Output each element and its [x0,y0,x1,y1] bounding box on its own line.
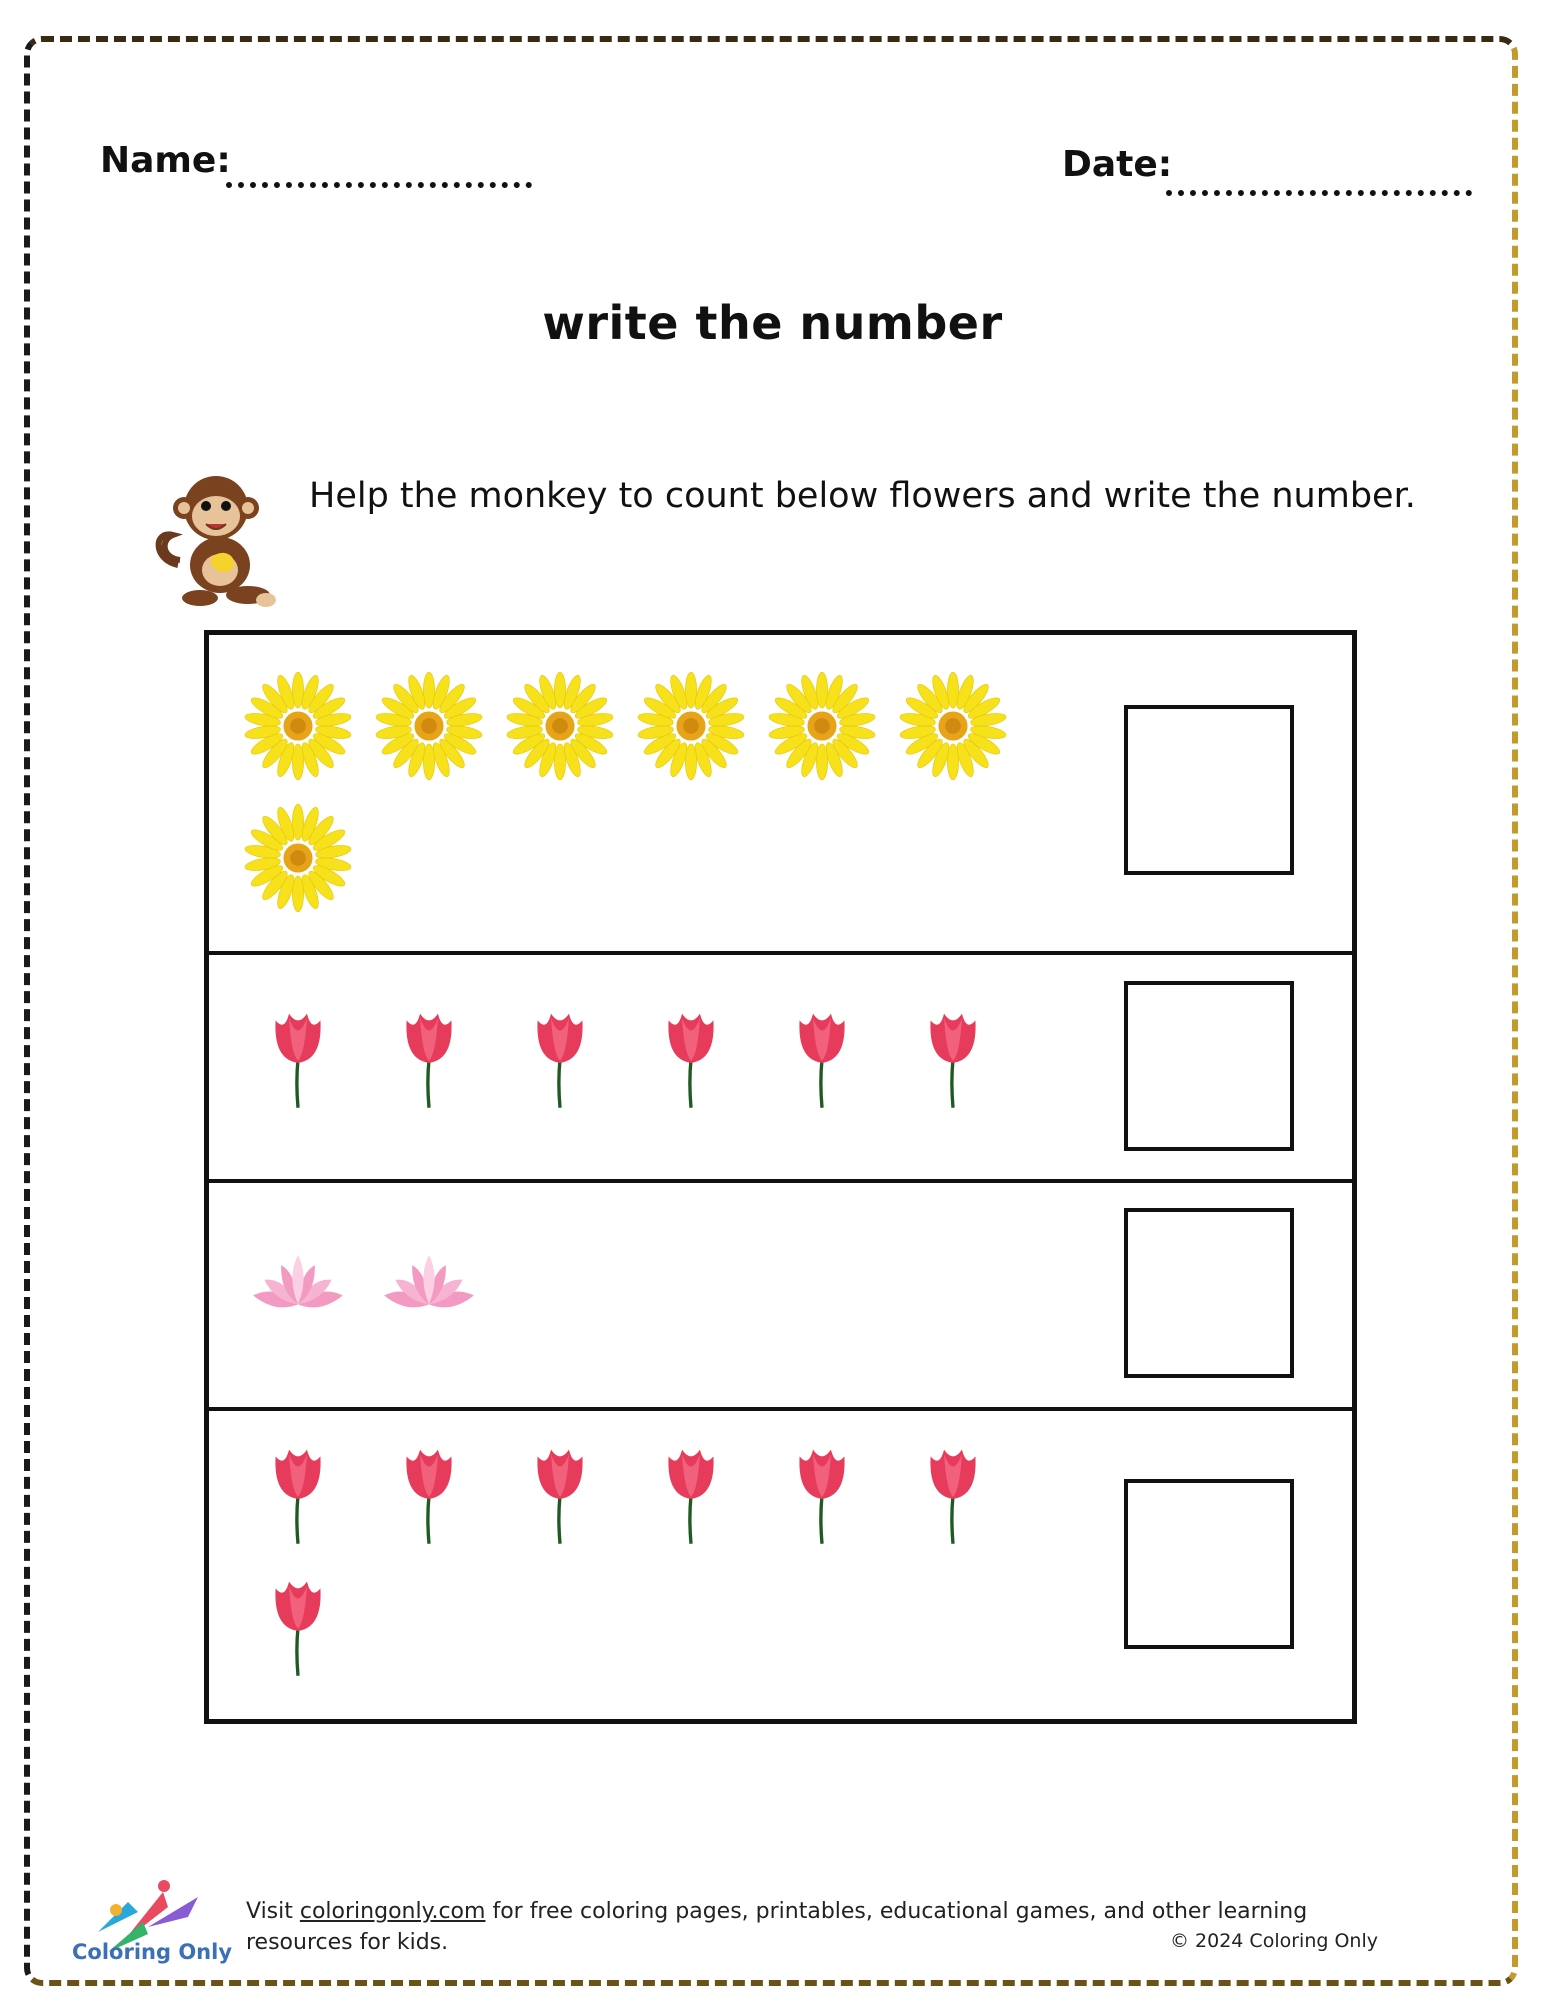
logo-text: Coloring Only [72,1940,233,1964]
tulip-icon [373,998,485,1110]
date-field[interactable] [1166,190,1472,196]
tulip-icon [373,1434,485,1546]
tulip-icon [766,998,878,1110]
counting-table [204,630,1357,1724]
lotus-icon [373,1226,485,1338]
answer-box-3[interactable] [1124,1208,1294,1378]
sunflower-icon [242,802,354,914]
tulip-icon [766,1434,878,1546]
date-label: Date: [1062,144,1173,185]
tulip-icon [242,998,354,1110]
sunflower-icon [897,670,1009,782]
monkey-icon [148,460,288,610]
name-field[interactable] [226,182,532,188]
answer-box-1[interactable] [1124,705,1294,875]
tulip-icon [504,998,616,1110]
footer-link[interactable]: coloringonly.com [299,1899,486,1924]
answer-box-4[interactable] [1124,1479,1294,1649]
answer-box-2[interactable] [1124,981,1294,1151]
tulip-icon [897,1434,1009,1546]
copyright: © 2024 Coloring Only [1170,1930,1378,1952]
footer-rest: for free coloring pages, printables, educational games, and other learning resources for kids. [246,1899,1308,1955]
page-title: write the number [542,296,1003,350]
tulip-icon [635,998,747,1110]
tulip-icon [897,998,1009,1110]
tulip-icon [242,1566,354,1678]
sunflower-icon [504,670,616,782]
tulip-icon [635,1434,747,1546]
name-label: Name: [100,140,231,181]
sunflower-icon [242,670,354,782]
sunflower-icon [766,670,878,782]
sunflower-icon [373,670,485,782]
lotus-icon [242,1226,354,1338]
instruction-text: Help the monkey to count below flowers and write the number. [309,476,1416,516]
tulip-icon [504,1434,616,1546]
tulip-icon [242,1434,354,1546]
footer-visit: Visit [246,1899,300,1924]
sunflower-icon [635,670,747,782]
